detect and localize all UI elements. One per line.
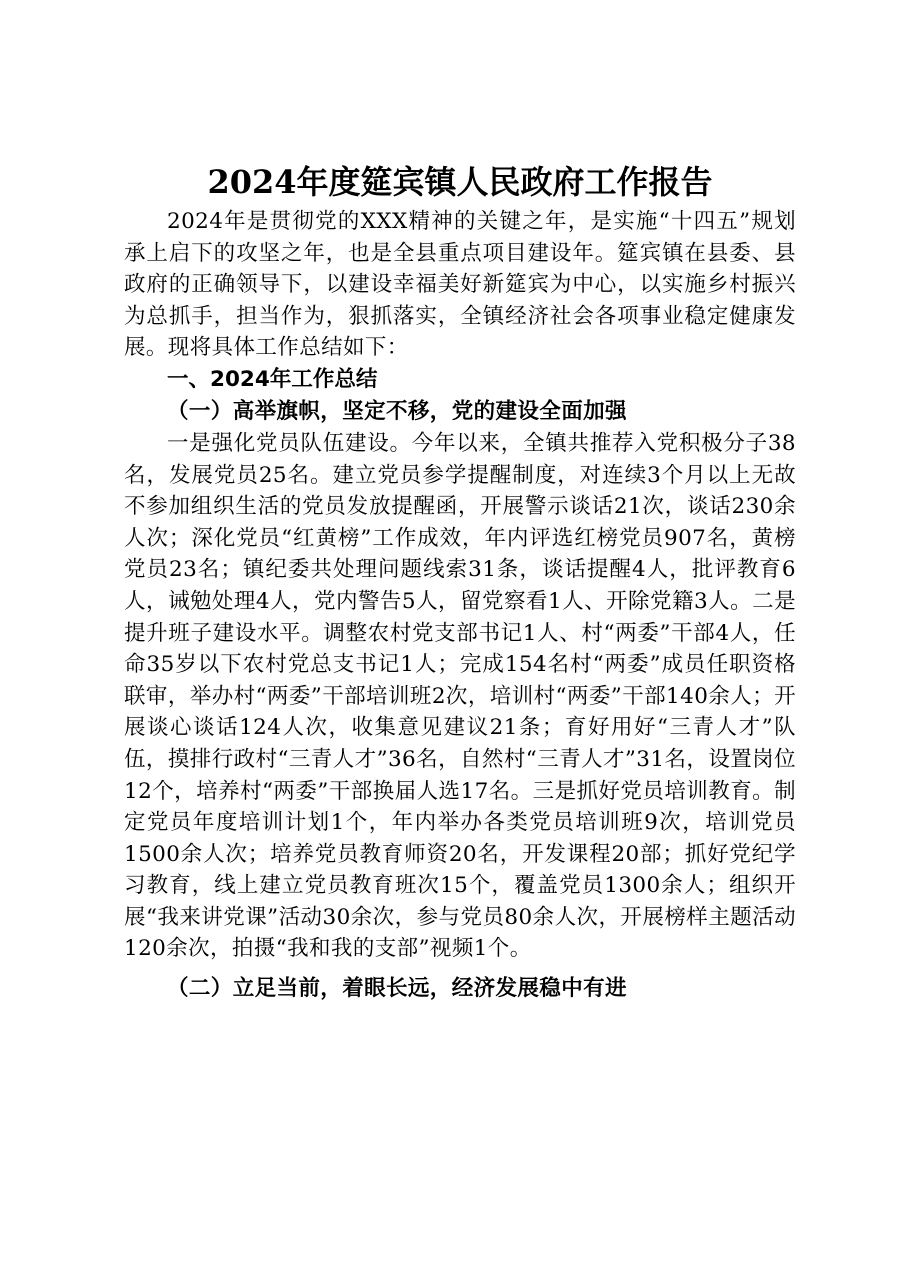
subsection-heading-1: （一）高举旗帜，坚定不移，党的建设全面加强: [167, 398, 627, 424]
document-page: [124, 160, 796, 1005]
document-title: 2024年度筵宾镇人民政府工作报告: [207, 163, 713, 201]
subsection-body-1: 一是强化党员队伍建设。今年以来，全镇共推荐入党积极分子38名，发展党员25名。建立党员参学提醒制度，对连续3个月以上无故不参加组织生活的党员发放提醒函，开展警示谈话21次，谈话230余人次；深化党员“红黄榜”工作成效，年内评选红榜党员907名，黄榜党员23名；镇纪委共处理问题线索31条，谈话提醒4人，批评教育6人，诫勉处理4人，党内警告5人，留党察看1人、开除党籍3人。二是提升班子建设水平。调整农村党支部书记1人、村“两委”干部4人，任命35岁以下农村党总支书记1人；完成154名村“两委”成员任职资格联审，举办村“两委”干部培训班2次，培训村“两委”干部140余人；开展谈心谈话124人次，收集意见建议21条；育好用好“三青人才”队伍，摸排行政村“三青人才”36名，自然村“三青人才”31名，设置岗位12个，培养村“两委”干部换届人选17名。三是抓好党员培训教育。制定党员年度培训计划1个，年内举办各类党员培训班9次，培训党员1500余人次；培养党员教育师资20名，开发课程20部；抓好党纪学习教育，线上建立党员教育班次15个，覆盖党员1300余人；组织开展“我来讲党课”活动30余次，参与党员80余人次，开展榜样主题活动120余次，拍摄“我和我的支部”视频1个。: [124, 430, 796, 962]
section-heading-1: 一、2024年工作总结: [167, 366, 378, 392]
subsection-heading-2: （二）立足当前，着眼长远，经济发展稳中有进: [167, 976, 627, 1002]
intro-paragraph: 2024年是贯彻党的XXX精神的关键之年，是实施“十四五”规划承上启下的攻坚之年，也是全县重点项目建设年。筵宾镇在县委、县政府的正确领导下，以建设幸福美好新筵宾为中心，以实施乡村振兴为总抓手，担当作为，狠抓落实，全镇经济社会各项事业稳定健康发展。现将具体工作总结如下：: [124, 209, 796, 361]
